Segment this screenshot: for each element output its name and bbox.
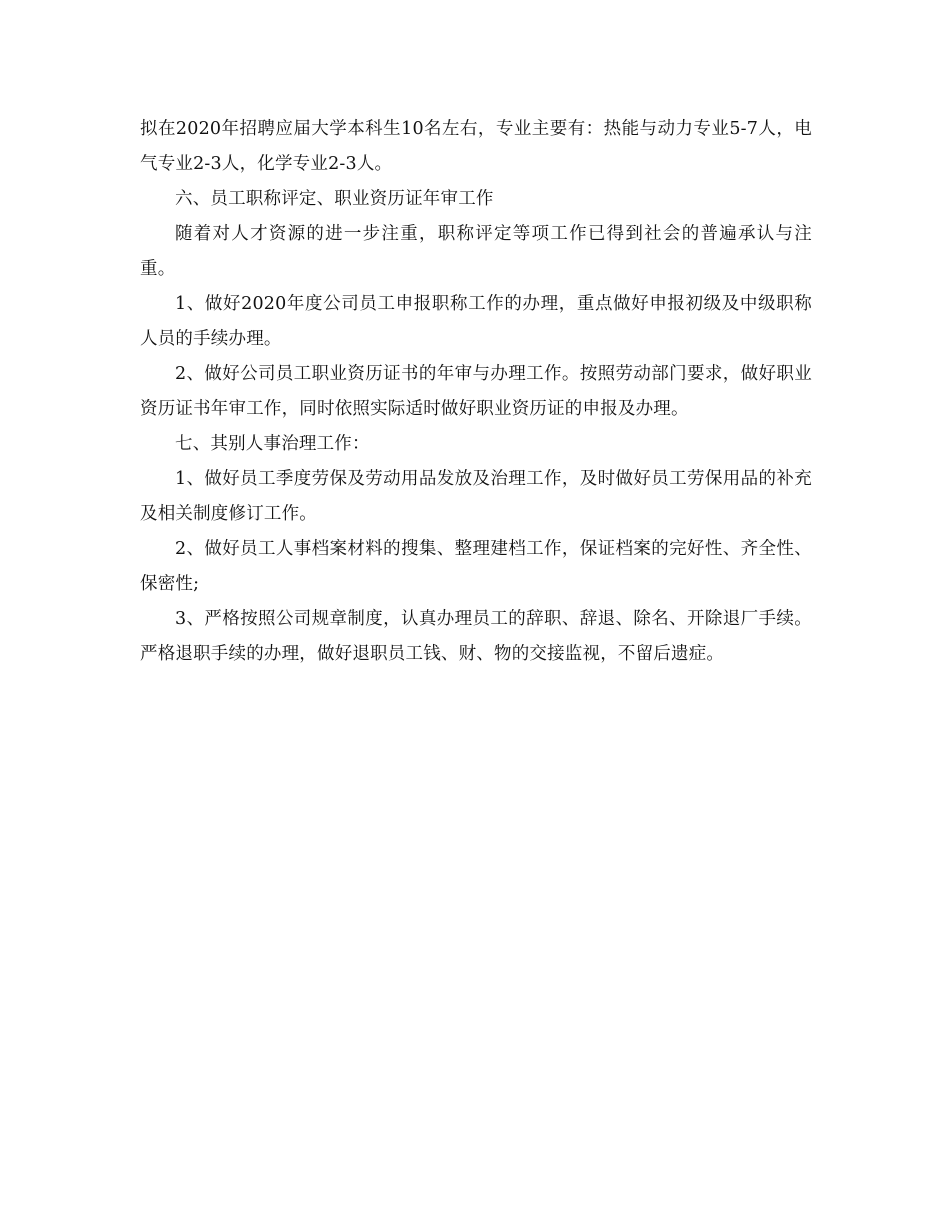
paragraph-labor-protection: 1、做好员工季度劳保及劳动用品发放及治理工作，及时做好员工劳保用品的补充及相关制度修订工作。	[140, 469, 812, 524]
paragraph-resignation-procedures: 3、严格按照公司规章制度，认真办理员工的辞职、辞退、除名、开除退厂手续。严格退职手续的办理，做好退职员工钱、财、物的交接监视，不留后遗症。	[140, 609, 812, 664]
paragraph-title-application: 1、做好2020年度公司员工申报职称工作的办理，重点做好申报初级及中级职称人员的手续办理。	[140, 294, 812, 349]
section-heading-title-evaluation: 六、员工职称评定、职业资历证年审工作	[175, 189, 494, 209]
paragraph-title-evaluation-intro: 随着对人才资源的进一步注重，职称评定等项工作已得到社会的普遍承认与注重。	[140, 224, 812, 279]
section-heading-other-hr: 七、其别人事治理工作：	[175, 434, 370, 454]
document-body	[140, 112, 812, 672]
paragraph-personnel-archives: 2、做好员工人事档案材料的搜集、整理建档工作，保证档案的完好性、齐全性、保密性;	[140, 539, 812, 594]
paragraph-certificate-review: 2、做好公司员工职业资历证书的年审与办理工作。按照劳动部门要求，做好职业资历证书年审工作，同时依照实际适时做好职业资历证的申报及办理。	[140, 364, 812, 419]
paragraph-recruitment-plan: 拟在2020年招聘应届大学本科生10名左右，专业主要有：热能与动力专业5-7人，电气专业2-3人，化学专业2-3人。	[140, 119, 812, 174]
